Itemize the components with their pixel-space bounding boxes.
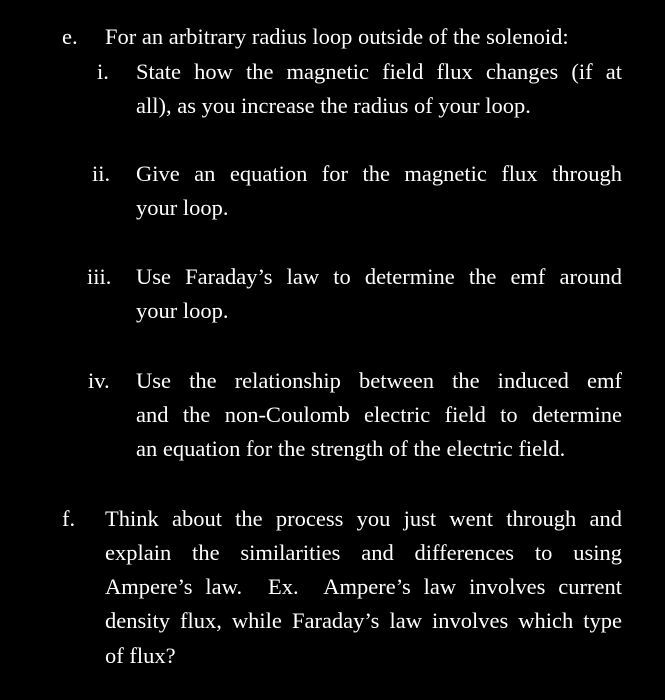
part-e-marker: e. <box>62 24 78 49</box>
part-f-line-1: Think about the process you just went through and <box>105 506 622 531</box>
item-iv-line-3: an equation for the strength of the electric field. <box>136 436 566 461</box>
part-f-line-4: density flux, while Faraday’s law involves which type <box>105 608 622 633</box>
item-i-line-2: all), as you increase the radius of your loop. <box>136 93 531 118</box>
item-ii-line-2: your loop. <box>136 195 229 220</box>
part-f-line-2: explain the similarities and differences to using <box>105 540 622 565</box>
part-f-marker: f. <box>62 506 76 531</box>
part-e-heading: For an arbitrary radius loop outside of the solenoid: <box>105 24 569 49</box>
part-f-line-3: Ampere’s law. Ex. Ampere’s law involves current <box>105 574 622 599</box>
item-ii-line-1: Give an equation for the magnetic flux through <box>136 161 622 186</box>
item-i-marker: i. <box>97 59 109 84</box>
item-iv-line-1: Use the relationship between the induced emf <box>136 368 622 393</box>
part-f-line-5: of flux? <box>105 643 176 668</box>
item-iii-line-1: Use Faraday’s law to determine the emf around <box>136 264 622 289</box>
item-iv-marker: iv. <box>88 368 110 393</box>
item-i-line-1: State how the magnetic field flux changes (if at <box>136 59 622 84</box>
item-iii-line-2: your loop. <box>136 298 229 323</box>
item-iv-line-2: and the non-Coulomb electric field to determine <box>136 402 622 427</box>
item-ii-marker: ii. <box>92 161 111 186</box>
item-iii-marker: iii. <box>87 264 112 289</box>
